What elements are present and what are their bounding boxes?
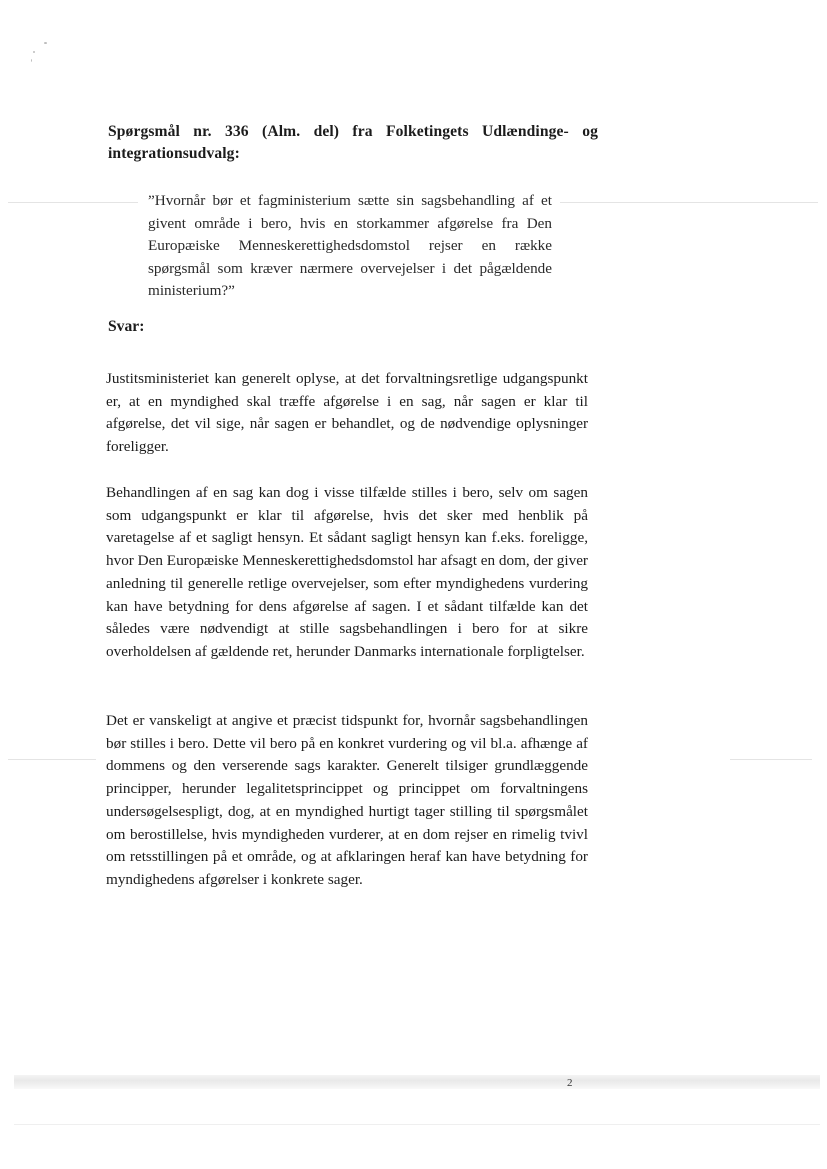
scan-speck bbox=[31, 59, 32, 62]
question-text: ”Hvornår bør et fagministerium sætte sin sagsbehandling af et givent område i bero, hvis en storkammer afgørelse fra Den Europæiske Menneskerettighedsdomstol rejser en række spørgsmål som kræver nærmere overvejelser i det pågældende ministerium?” bbox=[148, 192, 552, 299]
scan-speck bbox=[44, 42, 47, 44]
question-heading: Spørgsmål nr. 336 (Alm. del) fra Folketingets Udlændinge- og integrationsudvalg: bbox=[108, 123, 598, 162]
answer-paragraph: Det er vanskeligt at angive et præcist tidspunkt for, hvornår sagsbehandlingen bør stilles i bero. Dette vil bero på en konkret vurdering og vil bl.a. afhænge af dommens og den verserende sags karakter. Generelt tilsiger grundlæggende principper, herunder legalitetsprincippet og princippet om forvaltningens undersøgelsespligt, dog, at en myndighed hurtigt tager stilling til spørgsmålet om berostillelse, hvis myndigheden vurderer, at en dom rejser en rimelig tvivl om retsstillingen på et område, og at afklaringen heraf kan have betydning for myndighedens afgørelser i konkrete sager. bbox=[106, 712, 588, 888]
scan-artifact-line bbox=[560, 202, 818, 203]
answer-paragraph: Behandlingen af en sag kan dog i visse tilfælde stilles i bero, selv om sagen som udgangspunkt er klar til afgørelse, hvis det sker med henblik på varetagelse af et sagligt hensyn. Et sådant sagligt hensyn kan f.eks. foreligge, hvor Den Europæiske Menneskerettighedsdomstol har afsagt en dom, der giver anledning til generelle retlige overvejelser, som efter myndighedens vurdering kan have betydning for dens afgørelse af sagen. I et sådant tilfælde kan det således være nødvendigt at stille sagsbehandlingen i bero for at sikre overholdelsen af gældende ret, herunder Danmarks internationale forpligtelser. bbox=[106, 484, 588, 660]
answer-paragraph: Justitsministeriet kan generelt oplyse, at det forvaltningsretlige udgangspunkt er, at en myndighed skal træffe afgørelse i en sag, når sagen er klar til afgørelse, det vil sige, når sagen er behandlet, og de nødvendige oplysninger foreligger. bbox=[106, 370, 588, 456]
scan-artifact-line bbox=[8, 202, 138, 203]
answer-label: Svar: bbox=[108, 318, 145, 335]
scan-artifact-line bbox=[730, 759, 812, 760]
page-number: 2 bbox=[567, 1077, 573, 1089]
scan-footer-band bbox=[14, 1075, 820, 1089]
scan-speck bbox=[33, 51, 35, 53]
scan-artifact-line bbox=[14, 1124, 820, 1125]
scan-artifact-line bbox=[8, 759, 96, 760]
